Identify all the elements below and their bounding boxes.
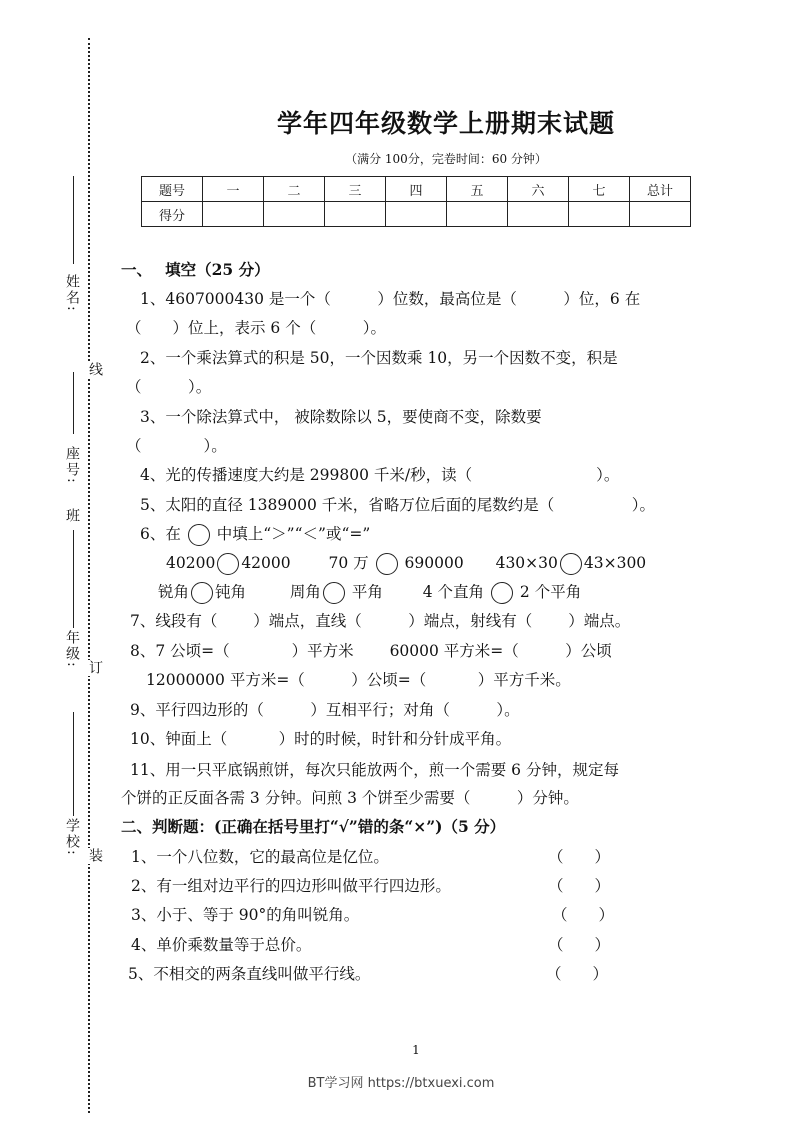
class-label: 班 <box>64 508 80 524</box>
score-header-cell: 三 <box>325 177 386 202</box>
score-cell[interactable] <box>325 202 386 227</box>
compare-circle-icon[interactable] <box>491 582 513 604</box>
question-line: 个饼的正反面各需 3 分钟。问煎 3 个饼至少需要（ ）分钟。 <box>121 789 579 807</box>
question-line: 3、一个除法算式中， 被除数除以 5，要使商不变，除数要 <box>140 408 542 426</box>
judge-item: 5、不相交的两条直线叫做平行线。 <box>128 965 371 983</box>
compare-left: 4 个直角 <box>422 583 485 601</box>
score-row-label: 得分 <box>142 202 203 227</box>
class-blank <box>73 530 74 628</box>
score-header-cell: 总计 <box>630 177 691 202</box>
judge-item: 1、一个八位数，它的最高位是亿位。 <box>131 848 389 866</box>
school-blank <box>73 712 74 816</box>
compare-right: 690000 <box>404 554 464 572</box>
q6-mid: 中填上“＞”“＜”或“=” <box>216 525 371 543</box>
score-header-cell: 一 <box>203 177 264 202</box>
compare-right: 钝角 <box>215 583 247 601</box>
compare-left: 70 万 <box>328 554 369 572</box>
question-line: 1、4607000430 是一个（ ）位数，最高位是（ ）位，6 在 <box>140 290 641 308</box>
judge-answer-paren[interactable]: （ ） <box>546 965 609 983</box>
score-cell[interactable] <box>386 202 447 227</box>
question-line: 7、线段有（ ）端点，直线（ ）端点，射线有（ ）端点。 <box>130 612 631 630</box>
compare-left: 40200 <box>166 554 216 572</box>
compare-left: 锐角 <box>158 583 190 601</box>
question-line: （ ）位上，表示 6 个（ ）。 <box>126 319 386 337</box>
score-header-cell: 七 <box>569 177 630 202</box>
compare-circle-icon <box>188 524 210 546</box>
question-line: 10、钟面上（ ）时的时候，时针和分针成平角。 <box>130 730 512 748</box>
exam-subtitle: （满分 100分，完卷时间：60 分钟） <box>345 152 547 166</box>
score-header-cell: 二 <box>264 177 325 202</box>
score-cell[interactable] <box>630 202 691 227</box>
binding-dotted-line <box>88 38 90 1113</box>
judge-item: 2、有一组对边平行的四边形叫做平行四边形。 <box>131 877 451 895</box>
score-header-cell: 六 <box>508 177 569 202</box>
exam-title: 学年四年级数学上册期末试题 <box>276 109 615 138</box>
order-char: 订 <box>87 660 103 676</box>
section2-heading: 二、判断题：(正确在括号里打“√”错的条“×”)（5 分） <box>121 817 506 836</box>
judge-item: 3、小于、等于 90°的角叫锐角。 <box>131 906 360 924</box>
name-label: 姓名: <box>64 274 80 313</box>
line-char: 线 <box>87 362 103 378</box>
grade-label: 年级: <box>64 630 80 669</box>
q6-instruction <box>140 524 370 546</box>
compare-right: 42000 <box>241 554 291 572</box>
compare-left: 430×30 <box>495 554 558 572</box>
footer-watermark: BT学习网 https://btxuexi.com <box>307 1076 495 1091</box>
compare-right: 平角 <box>351 583 383 601</box>
question-line: 12000000 平方米=（ ）公顷=（ ）平方千米。 <box>146 671 571 689</box>
question-line: 2、一个乘法算式的积是 50，一个因数乘 10，另一个因数不变，积是 <box>140 349 618 367</box>
question-line: 9、平行四边形的（ ）互相平行；对角（ ）。 <box>130 701 520 719</box>
compare-circle-icon[interactable] <box>560 553 582 575</box>
compare-circle-icon[interactable] <box>323 582 345 604</box>
compare-circle-icon[interactable] <box>191 582 213 604</box>
score-table <box>141 176 691 227</box>
judge-answer-paren[interactable]: （ ） <box>548 848 611 866</box>
compare-circle-icon[interactable] <box>376 553 398 575</box>
q6-prefix: 6、在 <box>140 525 181 543</box>
question-line: （ ）。 <box>126 437 227 455</box>
score-cell[interactable] <box>203 202 264 227</box>
section1-heading: 一、 填空（25 分） <box>121 260 270 279</box>
question-line: 5、太阳的直径 1389000 千米，省略万位后面的尾数约是（ ）。 <box>140 496 655 514</box>
school-label: 学校: <box>64 818 80 857</box>
compare-circle-icon[interactable] <box>217 553 239 575</box>
name-blank <box>73 176 74 264</box>
question-line: 11、用一只平底锅煎饼，每次只能放两个，煎一个需要 6 分钟，规定每 <box>130 761 619 779</box>
score-cell[interactable] <box>447 202 508 227</box>
question-line: （ ）。 <box>126 378 212 396</box>
compare-right: 43×300 <box>583 554 647 572</box>
question-line: 8、7 公顷=（ ）平方米 60000 平方米=（ ）公顷 <box>130 642 612 660</box>
score-cell[interactable] <box>569 202 630 227</box>
score-cell[interactable] <box>264 202 325 227</box>
compare-right: 2 个平角 <box>519 583 582 601</box>
score-header-cell: 题号 <box>142 177 203 202</box>
score-cell[interactable] <box>508 202 569 227</box>
q6-row1 <box>166 553 646 575</box>
page-number: 1 <box>412 1043 420 1057</box>
seat-blank <box>73 372 74 434</box>
compare-left: 周角 <box>289 583 321 601</box>
question-line: 4、光的传播速度大约是 299800 千米/秒，读（ ）。 <box>140 466 620 484</box>
judge-answer-paren[interactable]: （ ） <box>548 936 611 954</box>
score-header-cell: 五 <box>447 177 508 202</box>
bind-char: 装 <box>87 848 103 864</box>
q6-row2 <box>158 582 581 604</box>
score-table-header-row <box>142 177 691 202</box>
score-header-cell: 四 <box>386 177 447 202</box>
seat-label: 座号: <box>64 446 80 485</box>
judge-answer-paren[interactable]: （ ） <box>548 877 611 895</box>
judge-answer-paren[interactable]: （ ） <box>552 906 615 924</box>
score-table-score-row <box>142 202 691 227</box>
judge-item: 4、单价乘数量等于总价。 <box>131 936 312 954</box>
